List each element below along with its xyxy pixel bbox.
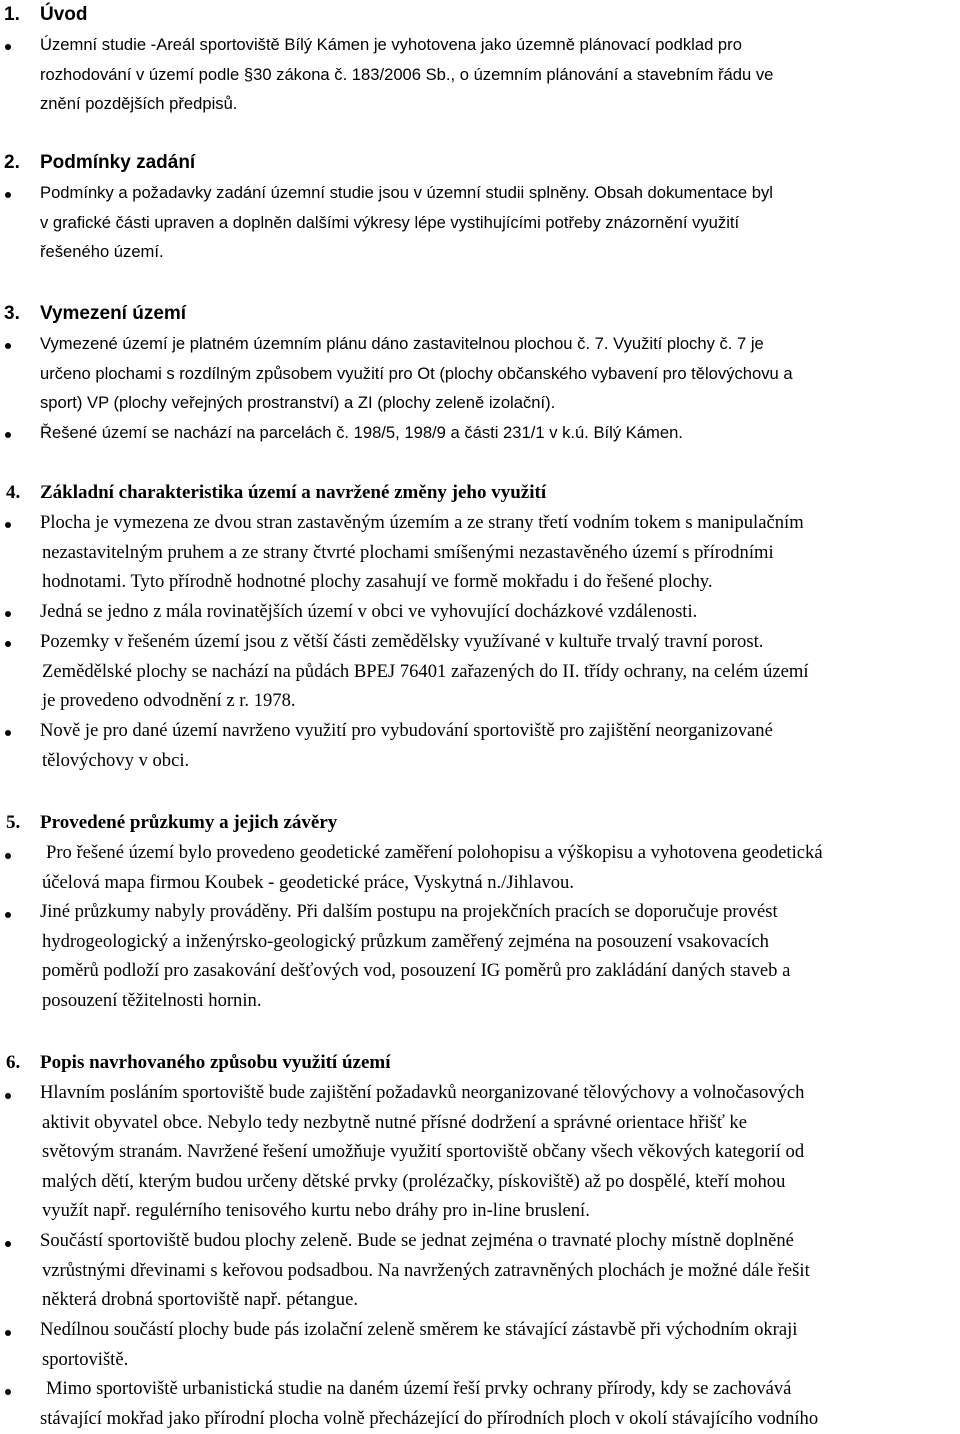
section-heading-1 [0,0,88,30]
bullet-icon [5,192,11,198]
paragraph-line: světovým stranám. Navržené řešení umožňuje využití sportoviště občany všech věkových kategorií od [42,1141,805,1162]
paragraph-line: v grafické části upraven a doplněn dalšími výkresy lépe vystihujícími potřeby znázornění využití [40,212,740,232]
paragraph-line: znění pozdějších předpisů. [40,94,238,113]
bullet-icon [5,343,11,349]
bullet-icon [5,1330,11,1336]
paragraph-line: Pozemky v řešeném území jsou z větší části zemědělsky využívané v kultuře trvalý travní porost. [40,631,764,652]
paragraph-line: stávající mokřad jako přírodní plocha volně přecházející do přírodních ploch v okolí stávajícího vodního [40,1407,819,1429]
paragraph-line: Hlavním posláním sportoviště bude zajištění požadavků neorganizované tělovýchovy a volnočasových [40,1082,805,1103]
list-item [40,1315,960,1374]
paragraph-line: určeno plochami s rozdílným způsobem využití pro Ot (plochy občanského vybavení pro tělovýchovu a [40,363,793,383]
list-item [40,1374,960,1433]
section-heading-3 [0,299,186,329]
paragraph-line: poměrů podloží pro zasakování dešťových vod, posouzení IG poměrů pro zakládání daných staveb a [42,960,791,981]
paragraph-line: aktivit obyvatel obce. Nebylo tedy nezbytně nutné přísné dodržení a správné orientace hřišť ke [42,1111,747,1133]
section-title: Úvod [40,4,88,25]
section-number: 4. [6,482,21,503]
section-number: 5. [6,812,21,833]
paragraph-line: hodnotami. Tyto přírodně hodnotné plochy zasahují ve formě mokřadu i do řešené plochy. [42,571,713,592]
paragraph-line: Plocha je vymezena ze dvou stran zastavěným územím a ze strany třetí vodním tokem s manipulačním [40,512,804,533]
paragraph-line: hydrogeologický a inženýrsko-geologický průzkum zaměřený zejména na posouzení vsakovacích [42,930,769,952]
paragraph-line: řešeného území. [40,242,164,261]
paragraph-line: tělovýchovy v obci. [42,749,190,771]
paragraph-line: malých dětí, kterým budou určeny dětské prvky (prolézačky, pískoviště) až po dospělé, kteří mohou [42,1170,786,1192]
paragraph-line: Vymezené území je platném územním plánu dáno zastavitelnou plochou č. 7. Využití plochy č. 7 je [40,334,764,353]
section-heading-5 [0,808,337,838]
list-item [40,627,960,716]
bullet-icon [5,522,11,528]
bullet-icon [5,730,11,736]
section-title: Popis navrhovaného způsobu využití území [40,1052,391,1073]
paragraph-line: Podmínky a požadavky zadání územní studie jsou v územní studii splněny. Obsah dokumentace byl [40,183,773,202]
list-item [40,597,960,627]
section-heading-4 [0,478,546,508]
paragraph-line: sport) VP (plochy veřejných prostranství) a ZI (plochy zeleně izolační). [40,393,556,412]
paragraph-line: Územní studie -Areál sportoviště Bílý Kámen je vyhotovena jako územně plánovací podklad pro [40,35,742,54]
bullet-icon [5,1389,11,1395]
paragraph-line: rozhodování v území podle §30 zákona č. 183/2006 Sb., o územním plánování a stavebním řádu ve [40,64,774,84]
paragraph-line: Řešené území se nachází na parcelách č. 198/5, 198/9 a části 231/1 v k.ú. Bílý Kámen. [40,423,683,442]
section-title: Provedené průzkumy a jejich závěry [40,812,338,833]
section-number: 1. [4,4,20,25]
paragraph-line: využít např. regulérního tenisového kurtu nebo dráhy pro in-line bruslení. [42,1200,590,1221]
list-item [40,508,960,597]
bullet-icon [5,912,11,918]
paragraph-line: je provedeno odvodnění z r. 1978. [42,690,296,711]
bullet-icon [5,853,11,859]
list-item [40,329,960,418]
section-number: 6. [6,1052,21,1073]
section-number: 2. [4,152,20,173]
paragraph-line: Jiné průzkumy nabyly prováděny. Při dalším postupu na projekčních pracích se doporučuje provést [40,901,778,922]
bullet-icon [5,641,11,647]
section-title: Podmínky zadání [40,152,196,173]
list-item [40,897,960,1015]
bullet-icon [5,44,11,50]
paragraph-line: posouzení těžitelnosti hornin. [42,989,262,1011]
section-title: Vymezení území [40,303,187,324]
paragraph-line: některá drobná sportoviště např. pétangue. [42,1289,358,1310]
section-heading-2 [0,148,195,178]
bullet-icon [5,1241,11,1247]
section-heading-6 [0,1048,391,1078]
paragraph-line: Součástí sportoviště budou plochy zeleně. Bude se jednat zejména o travnaté plochy místně doplněné [40,1230,794,1251]
bullet-icon [5,611,11,617]
list-item [40,178,960,267]
paragraph-line: účelová mapa firmou Koubek - geodetické práce, Vyskytná n./Jihlavou. [42,871,575,893]
paragraph-line: nezastavitelným pruhem a ze strany čtvrté plochami smíšenými nezastavěného území s přírodními [42,541,774,563]
list-item [40,1226,960,1315]
paragraph-line: vzrůstnými dřevinami s keřovou podsadbou. Na navržených zatravněných plochách je možné dále řešit [42,1259,810,1281]
section-title: Základní charakteristika území a navržené změny jeho využití [40,482,547,503]
paragraph-line: Nedílnou součástí plochy bude pás izolační zeleně směrem ke stávající zástavbě při východním okraji [40,1319,798,1340]
paragraph-line: sportoviště. [42,1348,129,1370]
bullet-icon [5,432,11,438]
paragraph-line: Jedná se jedno z mála rovinatějších území v obci ve vyhovující docházkové vzdálenosti. [40,601,698,622]
list-item [40,30,960,119]
paragraph-line: Pro řešené území bylo provedeno geodetické zaměření polohopisu a výškopisu a vyhotovena geodetická [46,842,823,863]
list-item [40,1078,960,1226]
paragraph-line: Nově je pro dané území navrženo využití pro vybudování sportoviště pro zajištění neorganizované [40,720,773,741]
section-number: 3. [4,303,20,324]
list-item [40,418,960,448]
paragraph-line: Zemědělské plochy se nachází na půdách BPEJ 76401 zařazených do II. třídy ochrany, na celém území [42,660,809,682]
list-item [40,716,960,775]
paragraph-line: Mimo sportoviště urbanistická studie na daném území řeší prvky ochrany přírody, kdy se zachovává [46,1378,792,1399]
list-item [40,838,960,897]
bullet-icon [5,1093,11,1099]
